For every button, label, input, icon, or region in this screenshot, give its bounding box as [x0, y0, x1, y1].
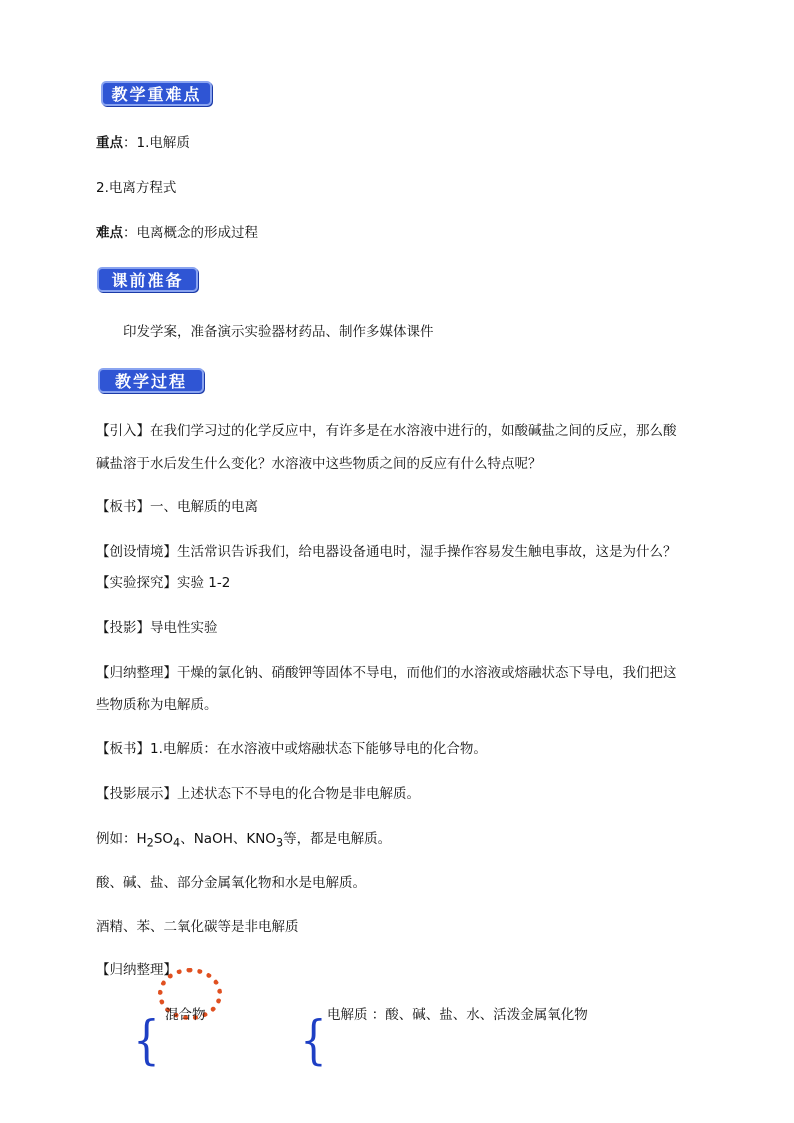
mixture-label: 混合物 [165, 1007, 206, 1023]
intro-line-2: 碱盐溶于水后发生什么变化？水溶液中这些物质之间的反应有什么特点呢？ [96, 456, 542, 472]
intro-line-1: 【引入】在我们学习过的化学反应中，有许多是在水溶液中进行的，如酸碱盐之间的反应，那么酸 [96, 423, 677, 439]
experiment-line: 【实验探究】实验 1-2 [96, 575, 231, 591]
focus-label: 重点 [96, 135, 123, 151]
brace-right-icon: { [300, 1011, 327, 1071]
projection-line: 【投影】导电性实验 [96, 620, 218, 636]
focus-line-2: 2.电离方程式 [96, 180, 177, 196]
section-badge-prep [97, 267, 198, 292]
section-title: 课前准备 [111, 271, 184, 290]
non-electrolytes-line: 酒精、苯、二氧化碳等是非电解质 [96, 919, 299, 935]
board-line-2: 【板书】1.电解质：在水溶液中或熔融状态下能够导电的化合物。 [96, 741, 487, 757]
summary-line-2: 些物质称为电解质。 [96, 697, 218, 713]
difficulty-text: ：电离概念的形成过程 [123, 225, 258, 241]
section-badge-process [98, 368, 204, 393]
section-badge-key-points [101, 81, 212, 106]
summary-heading-2: 【归纳整理】 [96, 962, 177, 978]
summary-line-1: 【归纳整理】干燥的氯化钠、硝酸钾等固体不导电，而他们的水溶液或熔融状态下导电，我们把这 [96, 665, 677, 681]
electrolyte-line: 电解质 ：酸、碱、盐、水、活泼金属氧化物 [327, 1007, 588, 1023]
prep-text: 印发学案，准备演示实验器材药品、制作多媒体课件 [123, 324, 434, 340]
categories-line: 酸、碱、盐、部分金属氧化物和水是电解质。 [96, 875, 366, 891]
board-line-1: 【板书】一、电解质的电离 [96, 499, 258, 515]
section-title: 教学过程 [114, 372, 187, 391]
section-title: 教学重难点 [111, 85, 202, 104]
example-line: 例如：$H_2SO_4$、NaOH、$KNO_3$等，都是电解质。 [96, 831, 392, 850]
difficulty-line [96, 224, 258, 242]
scenario-line: 【创设情境】生活常识告诉我们，给电器设备通电时，湿手操作容易发生触电事故，这是为什么？ [96, 544, 677, 560]
focus-text: ：1.电解质 [123, 135, 190, 151]
focus-line [96, 134, 190, 152]
brace-left-icon: { [133, 1011, 160, 1071]
show-line: 【投影展示】上述状态下不导电的化合物是非电解质。 [96, 786, 420, 802]
difficulty-label: 难点 [96, 225, 123, 241]
